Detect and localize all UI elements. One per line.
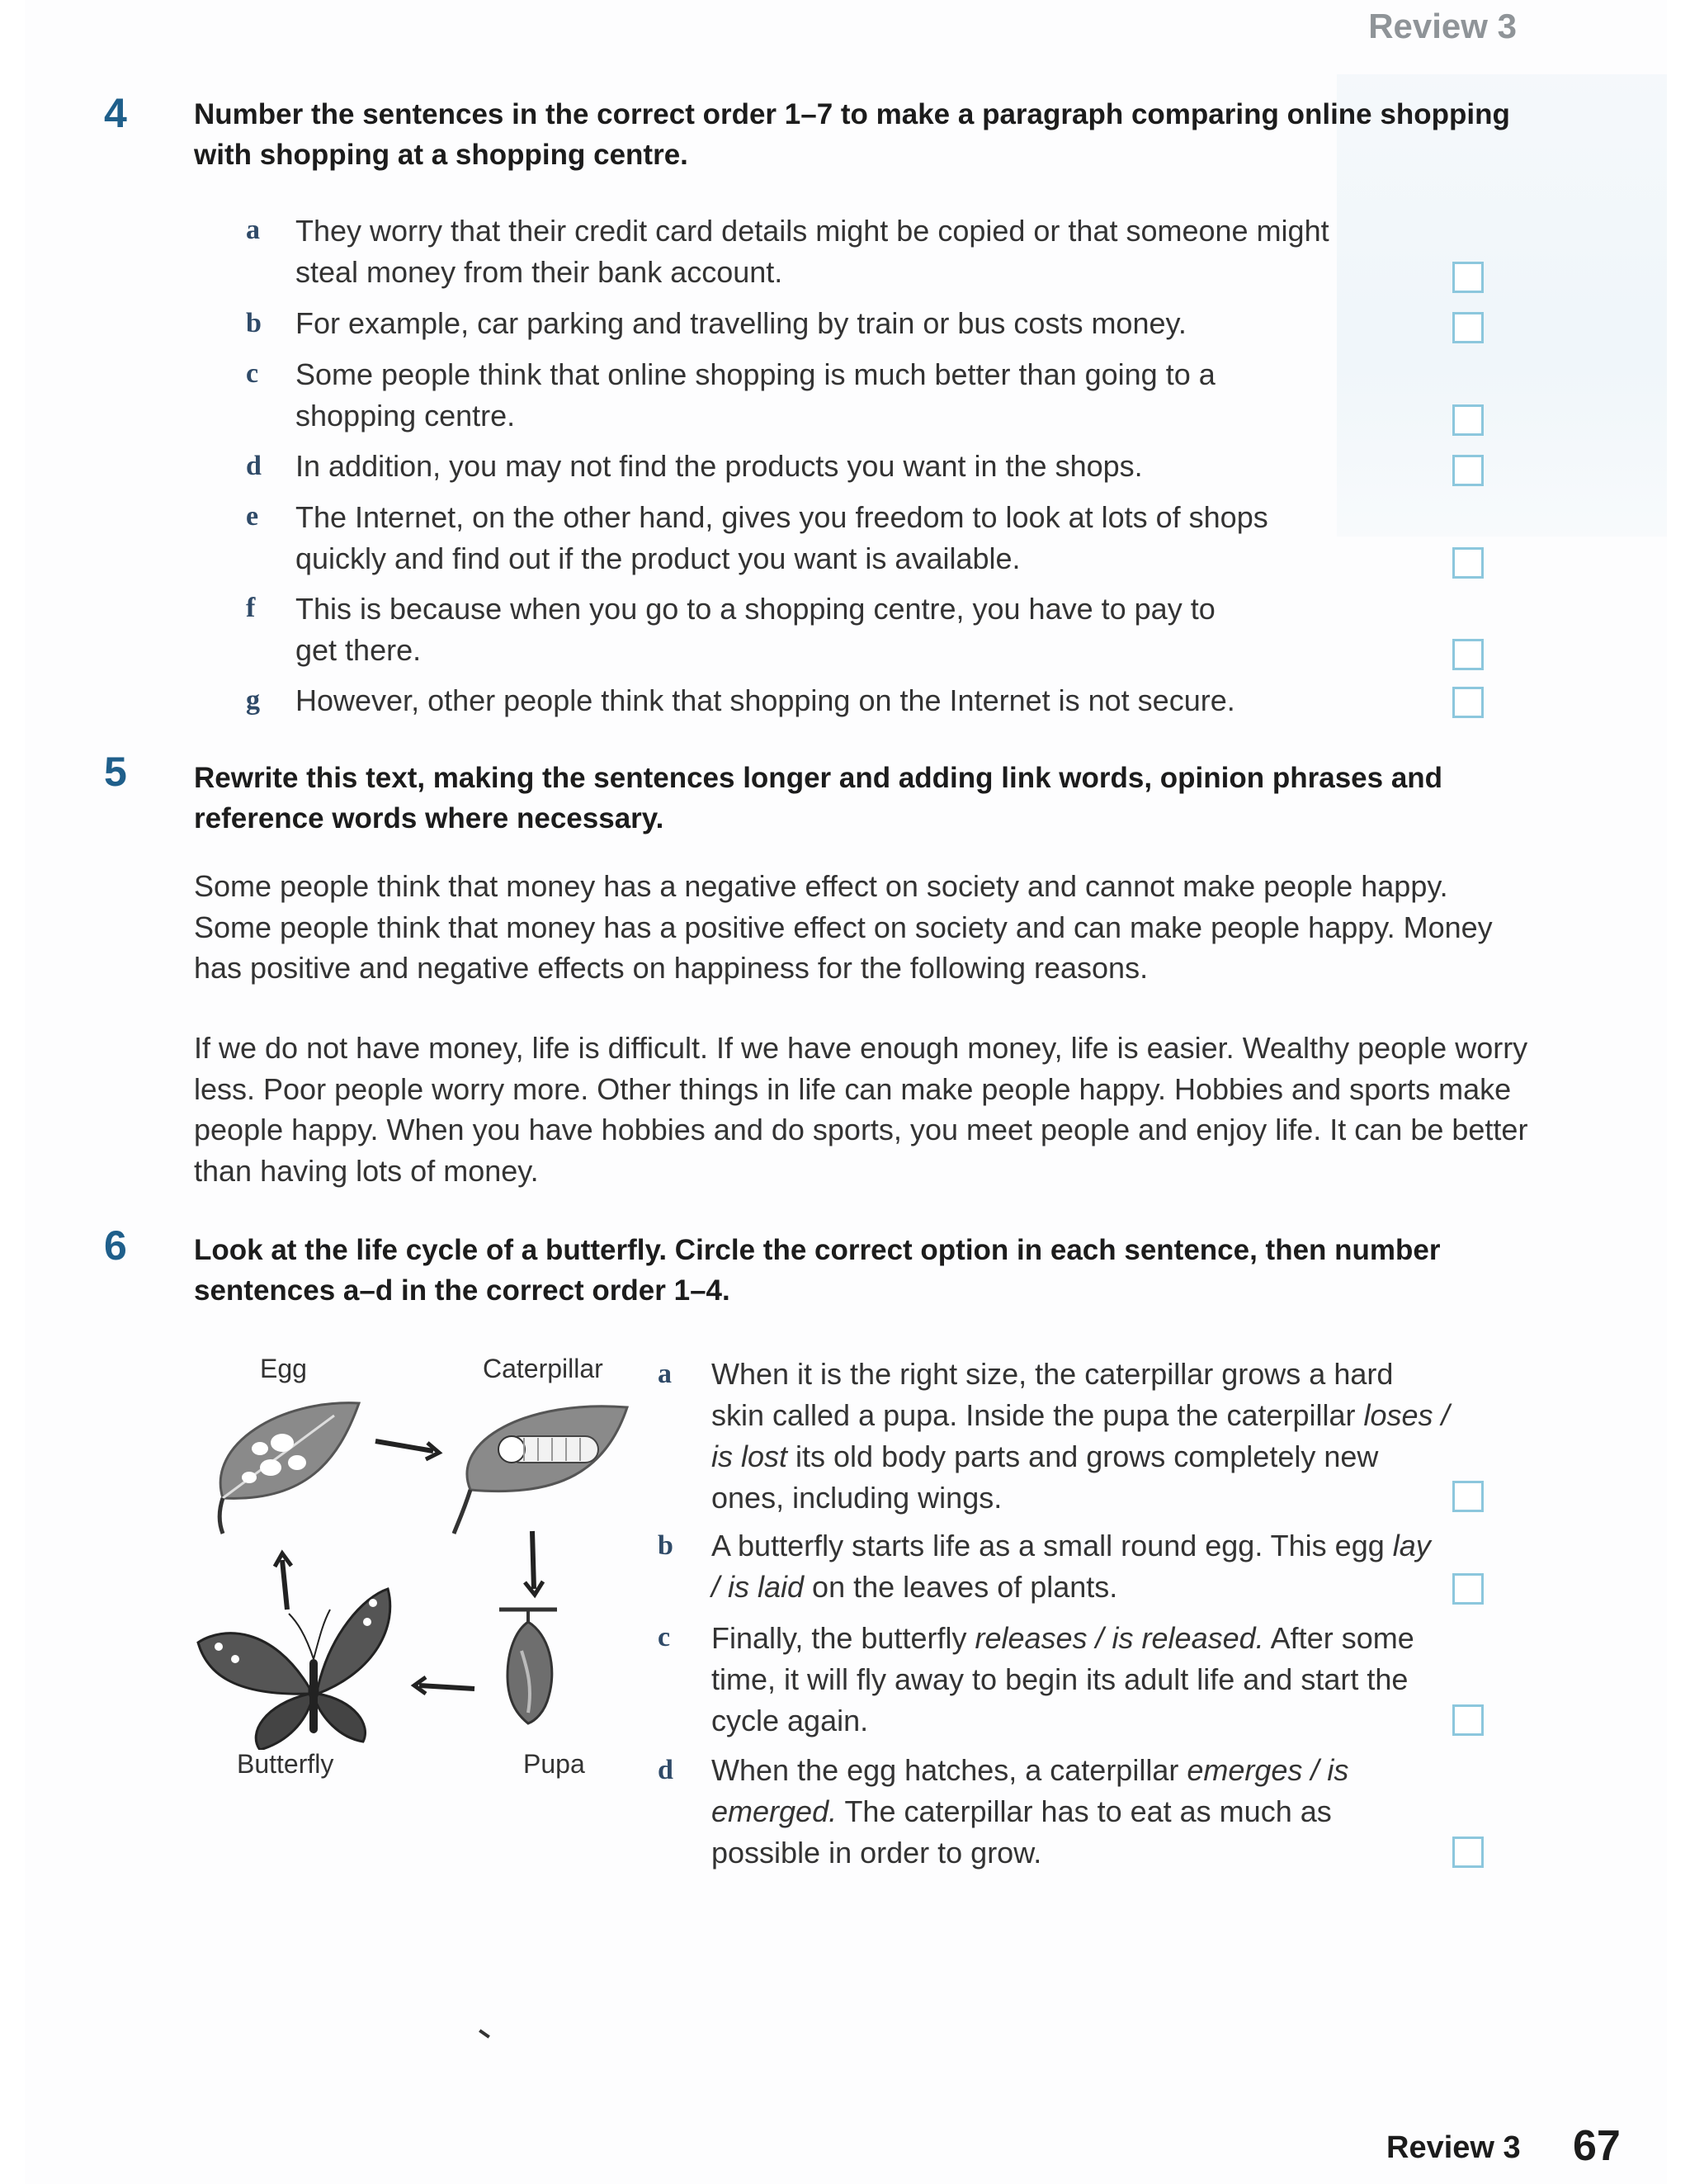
order-checkbox-c[interactable] [1452, 1704, 1484, 1736]
verb-option[interactable]: releases / is released. [975, 1621, 1264, 1655]
exercise-6-instruction: Look at the life cycle of a butterfly. Circle the correct option in each sentence, then number sentences a–d in the correct order 1–4. [194, 1234, 1441, 1307]
exercise-4-instruction: Number the sentences in the correct order 1–7 to make a paragraph comparing online shopping with shopping at a shopping centre. [194, 98, 1510, 171]
order-checkbox-d[interactable] [1452, 455, 1484, 486]
item-text: When it is the right size, the caterpillar grows a hard skin called a pupa. Inside the pupa the caterpillar loses / is lost its old body parts and grows completely new ones, including wings. [711, 1357, 1450, 1515]
arrow-left-icon [419, 1685, 474, 1689]
arrow-up-icon [282, 1560, 287, 1610]
header-title: Review 3 [1368, 7, 1517, 45]
item-text: In addition, you may not find the products you want in the shops. [295, 449, 1143, 483]
pupa-label: Pupa [523, 1749, 585, 1779]
verb-option[interactable]: loses / is lost [711, 1398, 1450, 1473]
exercise-6-number: 6 [104, 1222, 127, 1269]
order-checkbox-g[interactable] [1452, 687, 1484, 718]
order-checkbox-a[interactable] [1452, 262, 1484, 293]
item-text: Finally, the butterfly releases / is released. After some time, it will fly away to begin its adult life and start the cycle again. [711, 1621, 1414, 1737]
order-checkbox-e[interactable] [1452, 547, 1484, 579]
butterfly-icon [198, 1589, 390, 1750]
footer-title: Review 3 [1386, 2130, 1521, 2165]
item-letter: c [246, 358, 259, 389]
exercise-4-number: 4 [104, 90, 127, 136]
item-letter: c [658, 1622, 671, 1652]
item-text: However, other people think that shopping on the Internet is not secure. [295, 683, 1235, 717]
verb-option[interactable]: lay / is laid [711, 1529, 1431, 1604]
item-letter: f [246, 593, 256, 623]
item-letter: a [658, 1359, 672, 1389]
item-text: This is because when you go to a shopping centre, you have to pay to get there. [295, 592, 1216, 667]
order-checkbox-d[interactable] [1452, 1837, 1484, 1868]
caterpillar-leaf-icon [454, 1406, 627, 1534]
egg-label: Egg [260, 1354, 307, 1383]
order-checkbox-c[interactable] [1452, 404, 1484, 436]
exercise-5-paragraph-1: Some people think that money has a negative effect on society and cannot make people happy. Some people think that money has a positive effect on society and can make people happy. Money has positive and negative effects on happiness for the following reasons. [194, 869, 1493, 985]
page-number: 67 [1573, 2122, 1621, 2170]
verb-option[interactable]: emerges / is emerged. [711, 1753, 1349, 1828]
egg-leaf-icon [220, 1403, 359, 1534]
item-text: A butterfly starts life as a small round egg. This egg lay / is laid on the leaves of plants. [711, 1529, 1431, 1604]
order-checkbox-f[interactable] [1452, 639, 1484, 670]
item-letter: d [658, 1755, 673, 1785]
order-checkbox-a[interactable] [1452, 1481, 1484, 1512]
item-letter: g [246, 685, 260, 716]
item-letter: a [246, 215, 260, 245]
butterfly-label: Butterfly [237, 1749, 334, 1779]
exercise-5-paragraph-2: If we do not have money, life is difficult. If we have enough money, life is easier. Wealthy people worry less. Poor people worry more. Other things in life can make people happy. Hobbies and sports make people happy. When you have hobbies and do sports, you meet people and enjoy life. It can be better than having lots of money. [194, 1031, 1528, 1188]
exercise-5-number: 5 [104, 749, 127, 795]
order-checkbox-b[interactable] [1452, 1573, 1484, 1605]
item-text: For example, car parking and travelling by train or bus costs money. [295, 306, 1187, 340]
item-text: They worry that their credit card details might be copied or that someone might steal money from their bank account. [295, 214, 1329, 289]
item-text: Some people think that online shopping is much better than going to a shopping centre. [295, 357, 1216, 433]
pupa-icon [499, 1610, 557, 1723]
caterpillar-label: Caterpillar [483, 1354, 603, 1383]
item-text: The Internet, on the other hand, gives you freedom to look at lots of shops quickly and find out if the product you want is available. [295, 500, 1268, 575]
item-letter: b [658, 1530, 673, 1561]
life-cycle-illustration [182, 1387, 644, 1750]
exercise-5-instruction: Rewrite this text, making the sentences longer and adding link words, opinion phrases and reference words where necessary. [194, 762, 1443, 834]
order-checkbox-b[interactable] [1452, 312, 1484, 343]
item-text: When the egg hatches, a caterpillar emerges / is emerged. The caterpillar has to eat as much as possible in order to grow. [711, 1753, 1349, 1870]
item-letter: b [246, 308, 262, 338]
item-letter: e [246, 501, 259, 532]
arrow-down-icon [532, 1531, 534, 1589]
item-letter: d [246, 451, 262, 481]
arrow-right-icon [375, 1441, 433, 1451]
